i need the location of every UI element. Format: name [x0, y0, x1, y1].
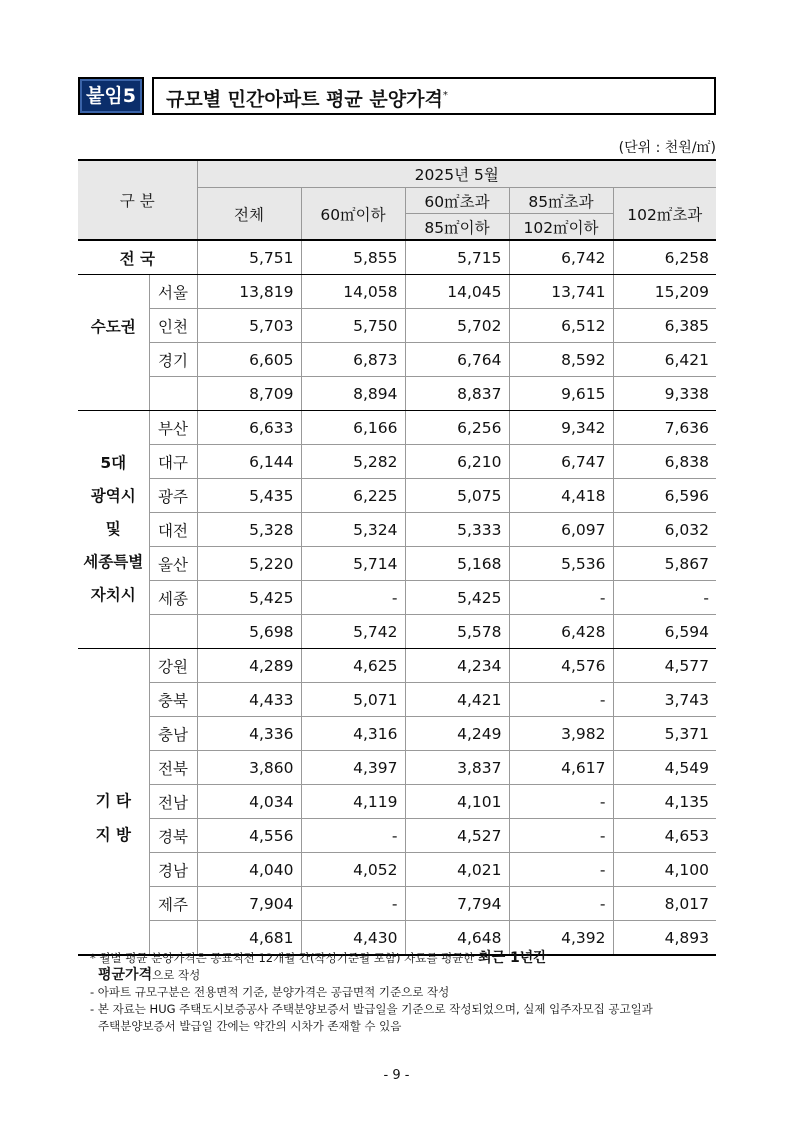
- unit-label: (단위 : 천원/㎡): [618, 140, 716, 156]
- table-cell: 6,428: [509, 615, 613, 649]
- region-name: 전북: [149, 751, 197, 785]
- header-row-1: [78, 160, 716, 188]
- table-cell: 6,421: [613, 343, 716, 377]
- table-row: [78, 683, 716, 717]
- metro-group-label: [78, 411, 149, 615]
- table-cell: -: [509, 683, 613, 717]
- table-cell: 5,698: [197, 615, 301, 649]
- region-name: 울산: [149, 547, 197, 581]
- footnote-1-tail: 으로 작성: [152, 968, 201, 982]
- region-name: 인천: [149, 309, 197, 343]
- metro-label-line: 5대: [100, 453, 127, 472]
- table-row: [78, 887, 716, 921]
- capital-group-label: 수도권: [90, 317, 136, 336]
- page-title: [152, 77, 716, 115]
- table-cell: 6,097: [509, 513, 613, 547]
- header-category: 구 분: [78, 160, 197, 240]
- table-cell: 9,338: [613, 377, 716, 411]
- table-row: [78, 479, 716, 513]
- table-cell: 6,225: [301, 479, 405, 513]
- table-cell: 5,071: [301, 683, 405, 717]
- table-cell: 5,333: [405, 513, 509, 547]
- table-cell: 13,819: [197, 275, 301, 309]
- table-row: [78, 445, 716, 479]
- table-cell: 4,336: [197, 717, 301, 751]
- spacer-cell: [149, 615, 197, 649]
- table-cell: 4,681: [197, 921, 301, 956]
- table-cell: -: [509, 785, 613, 819]
- other-label-line: 기 타: [95, 791, 131, 810]
- table-cell: 6,256: [405, 411, 509, 445]
- region-name: 경북: [149, 819, 197, 853]
- table-cell: 5,324: [301, 513, 405, 547]
- table-cell: 4,040: [197, 853, 301, 887]
- table-cell: 6,633: [197, 411, 301, 445]
- title-footnote-mark: *: [442, 90, 448, 101]
- table-row: [78, 547, 716, 581]
- table-row: [78, 275, 716, 309]
- table-cell: 4,430: [301, 921, 405, 956]
- table-row: [78, 309, 716, 343]
- table-row: [78, 581, 716, 615]
- table-cell: 7,636: [613, 411, 716, 445]
- table-cell: 6,596: [613, 479, 716, 513]
- table-cell: 6,838: [613, 445, 716, 479]
- table-cell: -: [509, 887, 613, 921]
- header-col-85-over: 85㎡초과: [509, 188, 613, 214]
- table-row: [78, 717, 716, 751]
- spacer-cell: [78, 377, 149, 411]
- table-row-national: [78, 240, 716, 275]
- footnote-1-cont: [90, 967, 730, 984]
- table-cell: 5,750: [301, 309, 405, 343]
- table-cell: 6,258: [613, 240, 716, 275]
- footnote-1-emphasis: 최근 1년간: [478, 950, 547, 966]
- table-cell: 6,594: [613, 615, 716, 649]
- table-cell: -: [301, 819, 405, 853]
- region-name: 충북: [149, 683, 197, 717]
- table-row: [78, 649, 716, 683]
- table-cell: 5,715: [405, 240, 509, 275]
- table-row: [78, 751, 716, 785]
- region-name: 전남: [149, 785, 197, 819]
- table-cell: 3,743: [613, 683, 716, 717]
- table-row-metro-total: [78, 615, 716, 649]
- table-cell: 14,045: [405, 275, 509, 309]
- metro-label-line: 자치시: [90, 585, 136, 604]
- table-cell: 4,648: [405, 921, 509, 956]
- header-col-60-under: 60㎡이하: [301, 188, 405, 241]
- table-cell: 5,867: [613, 547, 716, 581]
- table-cell: 6,747: [509, 445, 613, 479]
- region-name: 광주: [149, 479, 197, 513]
- page-number: - 9 -: [383, 1068, 410, 1083]
- table-cell: 5,536: [509, 547, 613, 581]
- region-name: 대전: [149, 513, 197, 547]
- table-cell: 6,742: [509, 240, 613, 275]
- table-cell: 5,282: [301, 445, 405, 479]
- table-cell: 4,527: [405, 819, 509, 853]
- header-col-85-under: 85㎡이하: [405, 214, 509, 241]
- table-cell: 4,052: [301, 853, 405, 887]
- header-col-102-under: 102㎡이하: [509, 214, 613, 241]
- table-cell: 4,418: [509, 479, 613, 513]
- table-cell: 4,397: [301, 751, 405, 785]
- table-cell: 6,512: [509, 309, 613, 343]
- spacer-cell: [149, 377, 197, 411]
- table-cell: 6,144: [197, 445, 301, 479]
- table-row: [78, 819, 716, 853]
- table-row: [78, 411, 716, 445]
- region-name: 경남: [149, 853, 197, 887]
- header-period: 2025년 5월: [197, 160, 716, 188]
- table-cell: 4,893: [613, 921, 716, 956]
- table-cell: 3,982: [509, 717, 613, 751]
- table-cell: 4,556: [197, 819, 301, 853]
- table-cell: 5,578: [405, 615, 509, 649]
- region-name: 서울: [149, 275, 197, 309]
- national-label: 전 국: [78, 240, 197, 275]
- table-cell: 4,421: [405, 683, 509, 717]
- table-cell: 5,371: [613, 717, 716, 751]
- region-name: 경기: [149, 343, 197, 377]
- table-cell: 4,653: [613, 819, 716, 853]
- other-label-line: 지 방: [95, 825, 131, 844]
- region-name: 강원: [149, 649, 197, 683]
- table-cell: 5,742: [301, 615, 405, 649]
- table-row: [78, 343, 716, 377]
- table-cell: 4,100: [613, 853, 716, 887]
- region-name: 부산: [149, 411, 197, 445]
- table-cell: 5,703: [197, 309, 301, 343]
- table-cell: 4,119: [301, 785, 405, 819]
- metro-label-line: 광역시: [90, 486, 136, 505]
- table-cell: -: [509, 853, 613, 887]
- table-cell: 9,342: [509, 411, 613, 445]
- table-cell: 6,166: [301, 411, 405, 445]
- footnote-3: - 본 자료는 HUG 주택도시보증공사 주택분양보증서 발급일을 기준으로 작성되었으며, 실제 입주자모집 공고일과: [90, 1002, 653, 1016]
- table-cell: 5,435: [197, 479, 301, 513]
- table-cell: 6,764: [405, 343, 509, 377]
- table-cell: 4,021: [405, 853, 509, 887]
- footnote-1: [90, 950, 730, 967]
- table-cell: 3,837: [405, 751, 509, 785]
- table-cell: 7,794: [405, 887, 509, 921]
- footnote-mark: *: [90, 951, 96, 965]
- table-cell: 6,210: [405, 445, 509, 479]
- table-cell: 7,904: [197, 887, 301, 921]
- region-name: 대구: [149, 445, 197, 479]
- table-cell: 4,316: [301, 717, 405, 751]
- table-cell: 4,135: [613, 785, 716, 819]
- table-cell: 4,576: [509, 649, 613, 683]
- table-cell: -: [301, 887, 405, 921]
- table-cell: 6,385: [613, 309, 716, 343]
- table-cell: 4,034: [197, 785, 301, 819]
- price-table: [78, 159, 716, 956]
- table-cell: 3,860: [197, 751, 301, 785]
- table-cell: 5,425: [197, 581, 301, 615]
- footnote-2: - 아파트 규모구분은 전용면적 기준, 분양가격은 공급면적 기준으로 작성: [90, 985, 450, 999]
- table-cell: 4,234: [405, 649, 509, 683]
- table-cell: 9,615: [509, 377, 613, 411]
- table-cell: 6,873: [301, 343, 405, 377]
- table-cell: 13,741: [509, 275, 613, 309]
- region-name: 제주: [149, 887, 197, 921]
- table-cell: 8,017: [613, 887, 716, 921]
- table-cell: 8,709: [197, 377, 301, 411]
- table-cell: 5,220: [197, 547, 301, 581]
- footnotes: [90, 950, 730, 1035]
- region-name: 세종: [149, 581, 197, 615]
- table-cell: 15,209: [613, 275, 716, 309]
- table-cell: 8,592: [509, 343, 613, 377]
- table-cell: 14,058: [301, 275, 405, 309]
- table-row: [78, 513, 716, 547]
- footnote-3-cont: 주택분양보증서 발급일 간에는 약간의 시차가 존재할 수 있음: [98, 1019, 402, 1033]
- table-cell: 5,328: [197, 513, 301, 547]
- table-cell: 4,625: [301, 649, 405, 683]
- table-cell: 4,549: [613, 751, 716, 785]
- table-cell: 8,837: [405, 377, 509, 411]
- table-row: [78, 785, 716, 819]
- table-cell: 5,751: [197, 240, 301, 275]
- table-cell: 5,075: [405, 479, 509, 513]
- metro-label-line: 세종특별: [83, 552, 144, 571]
- table-row: [78, 853, 716, 887]
- table-cell: 5,714: [301, 547, 405, 581]
- page-title-text: 규모별 민간아파트 평균 분양가격: [166, 88, 443, 111]
- table-cell: 4,392: [509, 921, 613, 956]
- table-cell: -: [301, 581, 405, 615]
- footnote-1-emphasis-2: 평균가격: [98, 967, 153, 983]
- table-cell: 5,702: [405, 309, 509, 343]
- table-row-capital-total: [78, 377, 716, 411]
- table-cell: 4,577: [613, 649, 716, 683]
- metro-label-line: 및: [105, 519, 121, 538]
- header-col-60-over: 60㎡초과: [405, 188, 509, 214]
- table-cell: 5,168: [405, 547, 509, 581]
- table-cell: -: [613, 581, 716, 615]
- attachment-badge: 붙임5: [78, 77, 144, 115]
- table-cell: 6,605: [197, 343, 301, 377]
- header-col-total: 전체: [197, 188, 301, 241]
- table-cell: 4,433: [197, 683, 301, 717]
- footnote-1-text: 월별 평균 분양가격은 공표직전 12개월 간(작성기준월 포함) 자료를 평균한: [99, 951, 475, 965]
- table-cell: 5,425: [405, 581, 509, 615]
- table-cell: 4,249: [405, 717, 509, 751]
- table-cell: 4,289: [197, 649, 301, 683]
- region-name: 충남: [149, 717, 197, 751]
- table-cell: 4,617: [509, 751, 613, 785]
- header-col-102-over: 102㎡초과: [613, 188, 716, 241]
- table-cell: 4,101: [405, 785, 509, 819]
- table-cell: -: [509, 581, 613, 615]
- title-bar: [78, 76, 716, 116]
- table-cell: 6,032: [613, 513, 716, 547]
- spacer-cell: [78, 615, 149, 649]
- table-cell: 5,855: [301, 240, 405, 275]
- other-group-label: [78, 649, 149, 921]
- table-cell: 8,894: [301, 377, 405, 411]
- table-cell: -: [509, 819, 613, 853]
